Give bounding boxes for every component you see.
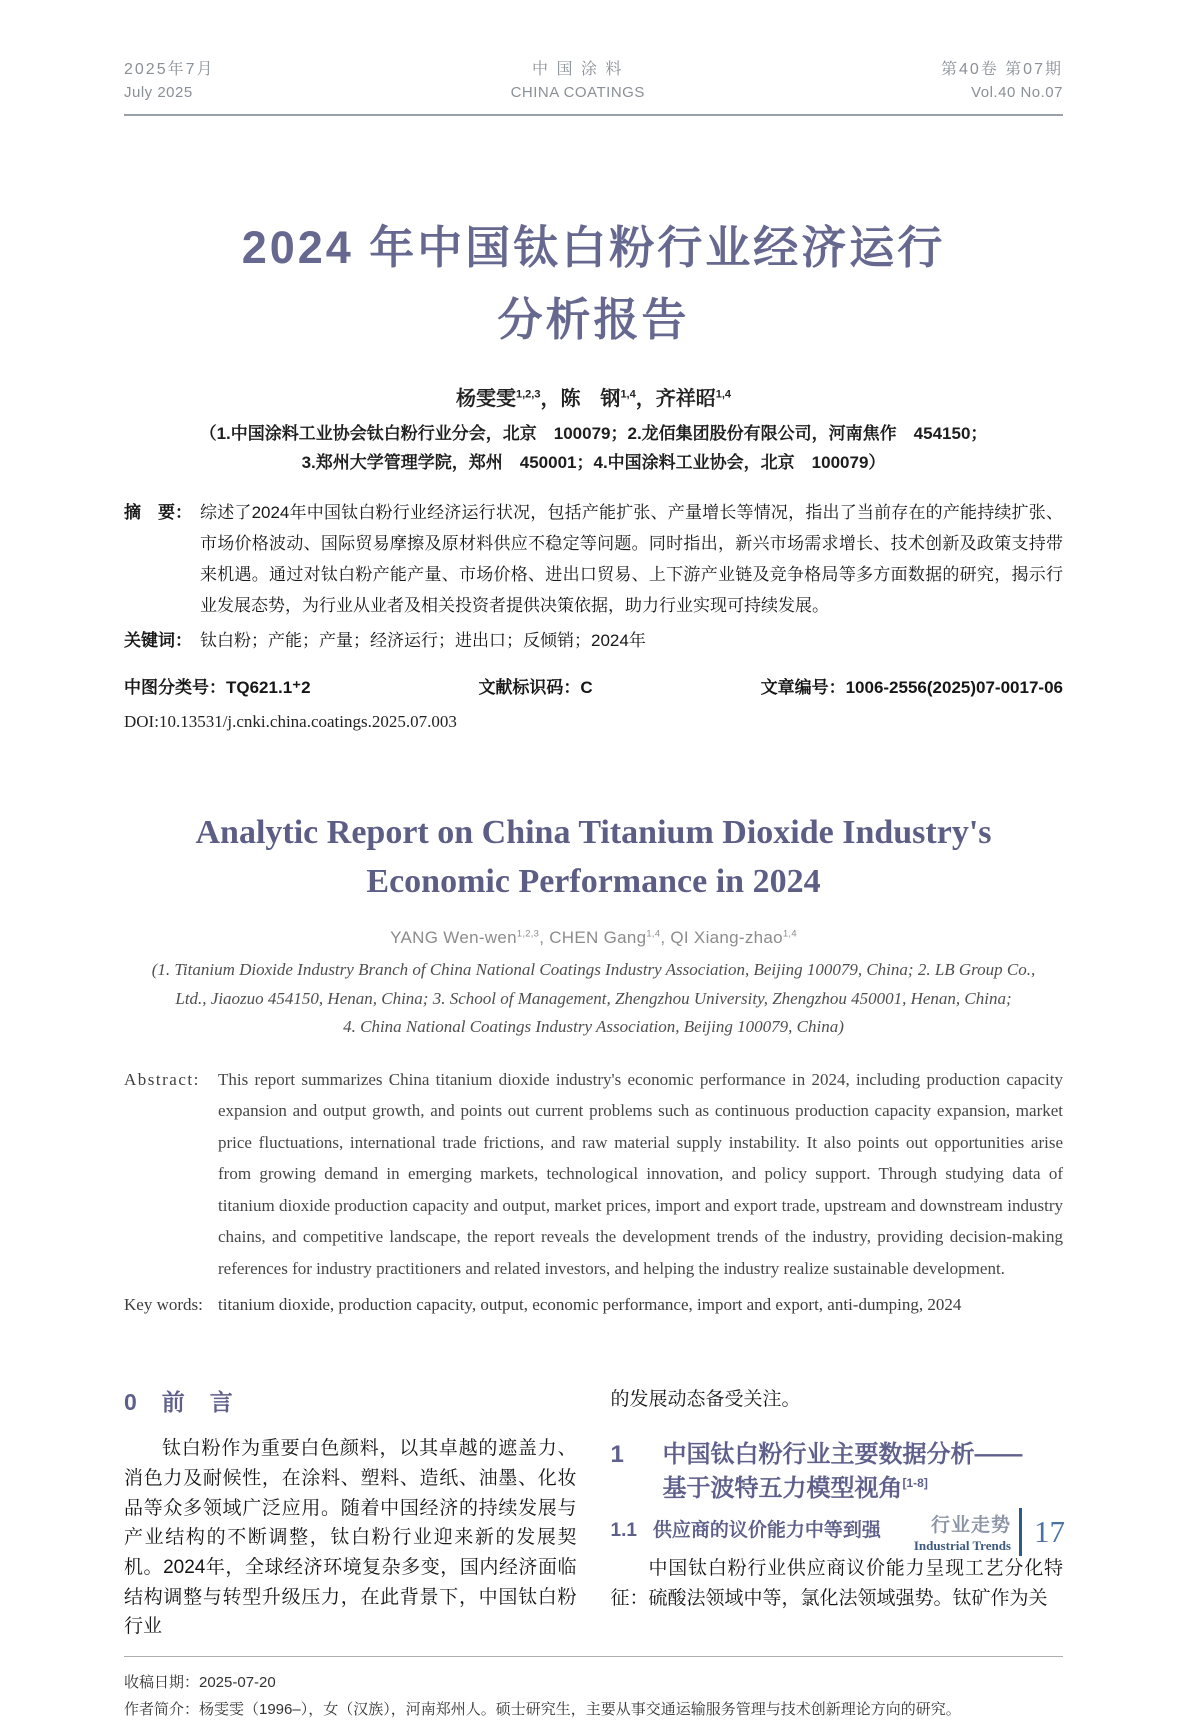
header-issue-en: Vol.40 No.07 — [971, 84, 1063, 101]
author-en-2-sup: 1,4 — [646, 928, 661, 939]
header-journal-block — [511, 58, 645, 105]
continuation-paragraph: 的发展动态备受关注。 — [610, 1388, 801, 1410]
author-cn-2-sup: 1,4 — [620, 387, 636, 400]
author-en-1-sup: 1,2,3 — [516, 928, 540, 939]
article-id: 文章编号：1006-2556(2025)07-0017-06 — [760, 677, 1063, 697]
authors-cn — [124, 382, 1063, 411]
section-1-number: 1 — [610, 1441, 624, 1469]
keywords-cn — [124, 626, 1063, 657]
header-issue-cn: 第40卷 第07期 — [940, 61, 1063, 78]
header-date-en: July 2025 — [124, 84, 193, 101]
header-date-cn: 2025年7月 — [124, 61, 215, 78]
journal-name-cn: 中 国 涂 料 — [532, 61, 624, 78]
keywords-en-label: Key words: — [124, 1294, 203, 1314]
affiliation-en-line2: Ltd., Jiaozuo 454150, Henan, China; 3. School of Management, Zhengzhou University, Zhengzhou 450001, Henan, China; — [175, 988, 1012, 1008]
abstract-en — [124, 1064, 1063, 1284]
section-1-heading-line1: 中国钛白粉行业主要数据分析—— — [662, 1441, 1023, 1469]
author-cn-1: 杨雯雯 — [455, 387, 516, 410]
section-1-heading — [611, 1438, 1064, 1506]
header-date-block — [124, 58, 215, 105]
author-cn-3-sup: 1,4 — [715, 387, 732, 400]
affiliation-cn-line1: （1.中国涂料工业协会钛白粉行业分会，北京 100079；2.龙佰集团股份有限公司，河南焦作 454150； — [199, 423, 988, 443]
section-1-1-number: 1.1 — [610, 1520, 637, 1542]
footer-divider-bar — [1019, 1508, 1022, 1556]
abstract-cn — [124, 498, 1063, 622]
clc-number: 中图分类号：TQ621.1⁺2 — [124, 677, 311, 697]
received-date: 收稿日期：2025-07-20 — [124, 1673, 276, 1691]
journal-name-en: CHINA COATINGS — [510, 84, 645, 101]
abstract-en-label: Abstract: — [124, 1069, 200, 1089]
page-footer-marker — [914, 1508, 1065, 1556]
section-1-heading-citation: [1-8] — [902, 1476, 928, 1491]
footnote-block — [124, 1656, 1063, 1723]
section-1-1-title: 供应商的议价能力中等到强 — [652, 1520, 881, 1542]
doi: DOI:10.13531/j.cnki.china.coatings.2025.07.003 — [124, 711, 457, 731]
article-title-cn-line2: 分析报告 — [497, 293, 690, 345]
affiliation-cn-line2: 3.郑州大学管理学院，郑州 450001；4.中国涂料工业协会，北京 100079） — [301, 453, 886, 473]
column-name-cn: 行业走势 — [930, 1515, 1011, 1536]
author-sep: ， — [540, 387, 561, 410]
section-1-heading-line2: 基于波特五力模型视角 — [662, 1475, 903, 1503]
body-column-left — [124, 1385, 577, 1642]
author-cn-1-sup: 1,2,3 — [515, 387, 541, 400]
abstract-cn-label: 摘 要： — [124, 503, 192, 522]
page-number: 17 — [1034, 1514, 1065, 1549]
keywords-cn-text: 钛白粉；产能；产量；经济运行；进出口；反倾销；2024年 — [200, 630, 646, 650]
author-en-3-sup: 1,4 — [782, 928, 797, 939]
affiliations-cn — [124, 419, 1063, 479]
document-code: 文献标识码：C — [478, 677, 593, 697]
author-cn-2: 陈 钢 — [560, 387, 621, 410]
keywords-en-text: titanium dioxide, production capacity, output, economic performance, import and export, anti-dumping, 2024 — [218, 1294, 962, 1314]
section-0-heading: 0 前 言 — [124, 1388, 234, 1415]
affiliation-en-line3: 4. China National Coatings Industry Association, Beijing 100079, China) — [343, 1017, 844, 1037]
article-title-cn — [124, 212, 1063, 356]
keywords-en — [124, 1290, 1063, 1321]
author-en-1: YANG Wen-wen — [390, 928, 517, 948]
authors-en — [124, 928, 1063, 948]
section-0-paragraph: 钛白粉作为重要白色颜料，以其卓越的遮盖力、消色力及耐候性，在涂料、塑料、造纸、油墨、化妆品等众多领域广泛应用。随着中国经济的持续发展与产业结构的不断调整，钛白粉行业迎来新的发展契机。2024年，全球经济环境复杂多变，国内经济面临结构调整与转型升级压力，在此背景下，中国钛白粉行业 — [124, 1438, 577, 1638]
article-title-en-line2: Economic Performance in 2024 — [366, 862, 821, 900]
author-cn-3: 齐祥昭 — [655, 387, 716, 410]
header-issue-block — [941, 58, 1063, 105]
abstract-cn-text: 综述了2024年中国钛白粉行业经济运行状况，包括产能扩张、产量增长等情况，指出了当前存在的产能持续扩张、市场价格波动、国际贸易摩擦及原材料供应不稳定等问题。同时指出，新兴市场需求增长、技术创新及政策支持带来机遇。通过对钛白粉产能产量、市场价格、进出口贸易、上下游产业链及竞争格局等多方面数据的研究，揭示行业发展态势，为行业从业者及相关投资者提供决策依据，助力行业实现可持续发展。 — [200, 503, 1063, 615]
affiliations-en — [124, 956, 1063, 1042]
keywords-cn-label: 关键词： — [124, 630, 192, 650]
author-en-2: CHEN Gang — [549, 928, 647, 948]
article-title-en — [124, 808, 1063, 907]
affiliation-en-line1: (1. Titanium Dioxide Industry Branch of China National Coatings Industry Association, Beijing 100079, China; 2. LB Group Co., — [151, 960, 1036, 980]
author-sep: ， — [635, 387, 656, 410]
author-en-3: QI Xiang-zhao — [670, 928, 783, 948]
section-1-heading-text — [663, 1438, 1023, 1506]
article-title-en-line1: Analytic Report on China Titanium Dioxide Industry's — [195, 813, 992, 851]
journal-header — [124, 58, 1063, 116]
column-names — [914, 1510, 1011, 1554]
abstract-en-text: This report summarizes China titanium dioxide industry's economic performance in 2024, including production capacity expansion and output growth, and points out current problems such as continuous production capacity expansion, market price fluctuations, international trade frictions, and raw material supply instability. It also points out opportunities arise from growing demand in emerging markets, technological innovation, and policy support. Through studying data of titanium dioxide production capacity and output, market prices, import and export trade, upstream and downstream industry chains, and competitive landscape, the report reveals the development trends of the industry, providing decision-making references for industry practitioners and related investors, and helping the industry realize sustainable development. — [218, 1069, 1063, 1278]
article-title-cn-line1: 2024 年中国钛白粉行业经济运行 — [241, 221, 946, 273]
section-1-1-paragraph: 中国钛白粉行业供应商议价能力呈现工艺分化特征：硫酸法领域中等，氯化法领域强势。钛矿作为关 — [610, 1557, 1063, 1609]
author-bio: 作者简介：杨雯雯（1996–），女（汉族），河南郑州人。硕士研究生，主要从事交通运输服务管理与技术创新理论方向的研究。 — [124, 1700, 961, 1718]
author-en-sep: , — [660, 928, 671, 948]
classification-row — [124, 673, 1063, 698]
column-name-en: Industrial Trends — [913, 1538, 1011, 1553]
author-en-sep: , — [539, 928, 550, 948]
